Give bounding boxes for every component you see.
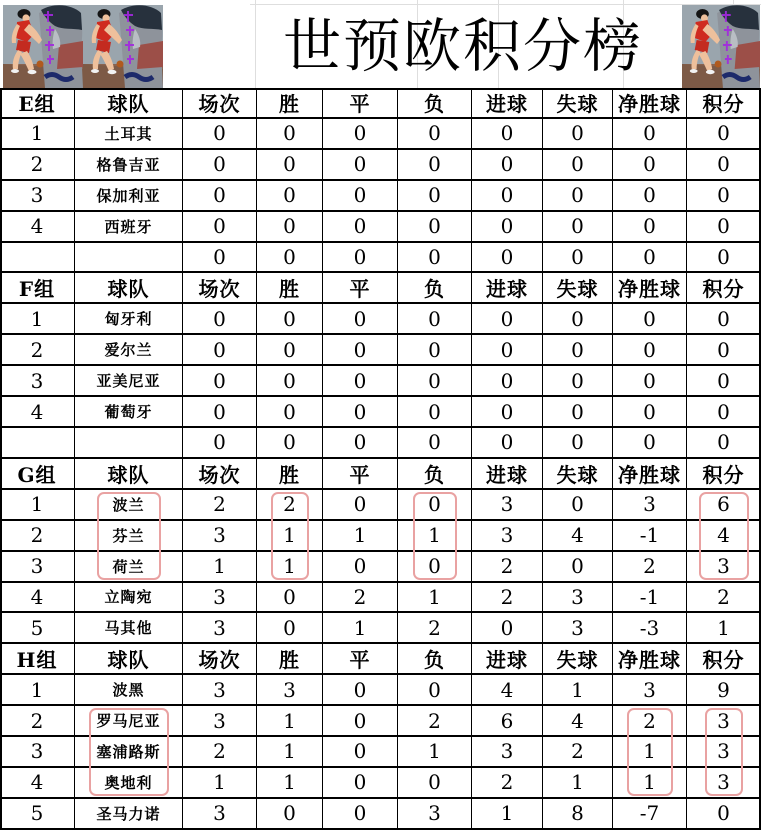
stat-cell: 0 <box>183 119 257 150</box>
column-header-cell: 平 <box>323 273 398 304</box>
stat-cell: 2 <box>543 737 613 768</box>
column-header-cell: 场次 <box>183 273 257 304</box>
stat-cell: 0 <box>257 119 323 150</box>
column-header-cell: 失球 <box>543 459 613 490</box>
stat-cell: 0 <box>543 397 613 428</box>
stat-cell: 0 <box>398 212 472 243</box>
column-header-cell: 失球 <box>543 273 613 304</box>
stat-cell: 1 <box>257 521 323 552</box>
stat-cell: 0 <box>183 150 257 181</box>
stat-cell: 1 <box>257 706 323 737</box>
stat-cell: 4 <box>472 675 543 706</box>
stat-cell: 0 <box>257 428 323 459</box>
stat-cell: 0 <box>323 552 398 583</box>
stat-cell: 0 <box>398 490 472 521</box>
stat-cell: 0 <box>183 397 257 428</box>
slam-dunk-player-image <box>682 5 760 88</box>
stat-cell: 3 <box>183 675 257 706</box>
stat-cell: 0 <box>687 304 761 335</box>
stat-cell: 0 <box>183 366 257 397</box>
stat-cell: 1 <box>257 552 323 583</box>
slam-dunk-player-image <box>3 5 83 88</box>
column-header-cell: 胜 <box>257 644 323 675</box>
stat-cell: 0 <box>543 366 613 397</box>
stat-cell: 1 <box>257 737 323 768</box>
stat-cell: 3 <box>183 799 257 830</box>
stat-cell: 0 <box>613 335 687 366</box>
stat-cell: 3 <box>613 490 687 521</box>
team-name-cell: 圣马力诺 <box>75 799 183 830</box>
stat-cell: 0 <box>398 150 472 181</box>
rank-cell: 2 <box>0 150 75 181</box>
stat-cell: 0 <box>398 675 472 706</box>
column-header-cell: 球队 <box>75 459 183 490</box>
stat-cell: 0 <box>398 768 472 799</box>
team-name-cell: 奥地利 <box>75 768 183 799</box>
rank-cell <box>0 243 75 274</box>
stat-cell: 0 <box>687 212 761 243</box>
stat-cell: 0 <box>323 181 398 212</box>
column-header-cell: 积分 <box>687 88 761 119</box>
slam-dunk-player-icon <box>682 5 760 88</box>
stat-cell: 0 <box>323 490 398 521</box>
rank-cell: 3 <box>0 552 75 583</box>
column-header-cell: 场次 <box>183 88 257 119</box>
column-header-cell: 平 <box>323 88 398 119</box>
rank-cell: 3 <box>0 737 75 768</box>
stat-cell: 2 <box>613 706 687 737</box>
stat-cell: 0 <box>687 428 761 459</box>
stat-cell: 0 <box>543 243 613 274</box>
stat-cell: 3 <box>257 675 323 706</box>
stat-cell: -7 <box>613 799 687 830</box>
team-name-cell: 马其他 <box>75 613 183 644</box>
stat-cell: 0 <box>257 150 323 181</box>
rank-cell: 5 <box>0 799 75 830</box>
stat-cell: 1 <box>613 768 687 799</box>
column-header-cell: 进球 <box>472 88 543 119</box>
stat-cell: 0 <box>472 613 543 644</box>
stat-cell: 2 <box>183 490 257 521</box>
group-header-cell: F组 <box>0 273 75 304</box>
stat-cell: 2 <box>398 706 472 737</box>
column-header-cell: 失球 <box>543 644 613 675</box>
stat-cell: 0 <box>323 150 398 181</box>
slam-dunk-player-icon <box>83 5 163 88</box>
slam-dunk-player-image <box>83 5 163 88</box>
group-header-cell: G组 <box>0 459 75 490</box>
rank-cell: 4 <box>0 397 75 428</box>
stat-cell: 0 <box>323 366 398 397</box>
stat-cell: 0 <box>543 212 613 243</box>
stat-cell: 9 <box>687 675 761 706</box>
team-name-cell <box>75 243 183 274</box>
column-header-cell: 负 <box>398 459 472 490</box>
stat-cell: 0 <box>687 181 761 212</box>
column-header-cell: 负 <box>398 644 472 675</box>
stat-cell: 3 <box>398 799 472 830</box>
stat-cell: 0 <box>613 397 687 428</box>
rank-cell: 1 <box>0 304 75 335</box>
stat-cell: 0 <box>183 243 257 274</box>
stat-cell: 0 <box>543 304 613 335</box>
stat-cell: 0 <box>257 799 323 830</box>
stat-cell: 0 <box>472 366 543 397</box>
stat-cell: 4 <box>687 521 761 552</box>
stat-cell: 0 <box>472 397 543 428</box>
stat-cell: 0 <box>257 397 323 428</box>
stat-cell: 0 <box>323 119 398 150</box>
stat-cell: 0 <box>613 181 687 212</box>
stat-cell: 0 <box>398 335 472 366</box>
rank-cell: 3 <box>0 181 75 212</box>
stat-cell: 0 <box>398 366 472 397</box>
stat-cell: 0 <box>398 428 472 459</box>
stat-cell: 1 <box>472 799 543 830</box>
stat-cell: 0 <box>323 768 398 799</box>
team-name-cell: 土耳其 <box>75 119 183 150</box>
team-name-cell: 芬兰 <box>75 521 183 552</box>
stat-cell: 0 <box>613 366 687 397</box>
stat-cell: 0 <box>472 181 543 212</box>
stat-cell: 2 <box>613 552 687 583</box>
stat-cell: 0 <box>613 212 687 243</box>
stat-cell: 3 <box>183 706 257 737</box>
column-header-cell: 负 <box>398 88 472 119</box>
stat-cell: 0 <box>543 150 613 181</box>
stat-cell: 0 <box>613 428 687 459</box>
rank-cell: 5 <box>0 613 75 644</box>
stat-cell: 2 <box>472 583 543 614</box>
rank-cell: 1 <box>0 675 75 706</box>
team-name-cell: 爱尔兰 <box>75 335 183 366</box>
stat-cell: 2 <box>687 583 761 614</box>
stat-cell: 0 <box>257 613 323 644</box>
stat-cell: 0 <box>257 243 323 274</box>
column-header-cell: 进球 <box>472 644 543 675</box>
team-name-cell: 塞浦路斯 <box>75 737 183 768</box>
stat-cell: 1 <box>398 583 472 614</box>
stat-cell: 0 <box>687 119 761 150</box>
team-name-cell: 匈牙利 <box>75 304 183 335</box>
stat-cell: 0 <box>183 212 257 243</box>
page-title: 世预欧积分榜 <box>282 12 643 80</box>
rank-cell: 4 <box>0 583 75 614</box>
spreadsheet-gridline <box>255 0 256 88</box>
stat-cell: -3 <box>613 613 687 644</box>
stat-cell: 0 <box>323 675 398 706</box>
column-header-cell: 球队 <box>75 88 183 119</box>
column-header-cell: 胜 <box>257 459 323 490</box>
column-header-cell: 球队 <box>75 273 183 304</box>
stat-cell: 0 <box>323 799 398 830</box>
rank-cell: 4 <box>0 768 75 799</box>
stat-cell: 3 <box>687 706 761 737</box>
team-name-cell: 波兰 <box>75 490 183 521</box>
slam-dunk-player-icon <box>3 5 83 88</box>
stat-cell: 0 <box>472 212 543 243</box>
stat-cell: 0 <box>323 212 398 243</box>
rank-cell: 4 <box>0 212 75 243</box>
stat-cell: 0 <box>183 304 257 335</box>
stat-cell: 0 <box>687 397 761 428</box>
title-band <box>0 0 761 88</box>
column-header-cell: 场次 <box>183 644 257 675</box>
team-name-cell: 葡萄牙 <box>75 397 183 428</box>
stat-cell: 3 <box>613 675 687 706</box>
column-header-cell: 平 <box>323 459 398 490</box>
stat-cell: 3 <box>183 613 257 644</box>
stat-cell: 0 <box>257 212 323 243</box>
rank-cell: 1 <box>0 490 75 521</box>
column-header-cell: 进球 <box>472 459 543 490</box>
stat-cell: 0 <box>398 181 472 212</box>
stat-cell: 0 <box>687 243 761 274</box>
stat-cell: 0 <box>323 304 398 335</box>
column-header-cell: 球队 <box>75 644 183 675</box>
standings-table <box>0 88 761 830</box>
stat-cell: 0 <box>613 243 687 274</box>
stat-cell: 1 <box>257 768 323 799</box>
stat-cell: 0 <box>543 181 613 212</box>
stat-cell: 0 <box>687 366 761 397</box>
column-header-cell: 场次 <box>183 459 257 490</box>
stat-cell: 0 <box>613 119 687 150</box>
stat-cell: 0 <box>257 304 323 335</box>
stat-cell: 3 <box>687 768 761 799</box>
column-header-cell: 胜 <box>257 88 323 119</box>
stat-cell: 3 <box>543 613 613 644</box>
stat-cell: 3 <box>183 583 257 614</box>
stat-cell: 0 <box>543 490 613 521</box>
stat-cell: 1 <box>183 552 257 583</box>
stat-cell: 3 <box>687 552 761 583</box>
column-header-cell: 净胜球 <box>613 273 687 304</box>
rank-cell: 1 <box>0 119 75 150</box>
stat-cell: 1 <box>543 768 613 799</box>
stat-cell: 0 <box>398 243 472 274</box>
stat-cell: 2 <box>183 737 257 768</box>
team-name-cell: 罗马尼亚 <box>75 706 183 737</box>
column-header-cell: 失球 <box>543 88 613 119</box>
stat-cell: 0 <box>323 428 398 459</box>
group-header-cell: E组 <box>0 88 75 119</box>
rank-cell: 2 <box>0 335 75 366</box>
stat-cell: 1 <box>398 521 472 552</box>
stat-cell: 0 <box>543 119 613 150</box>
group-header-cell: H组 <box>0 644 75 675</box>
column-header-cell: 进球 <box>472 273 543 304</box>
stat-cell: 2 <box>323 583 398 614</box>
team-name-cell: 格鲁吉亚 <box>75 150 183 181</box>
stat-cell: 3 <box>472 521 543 552</box>
stat-cell: 0 <box>543 335 613 366</box>
stat-cell: 0 <box>472 428 543 459</box>
stat-cell: 0 <box>472 335 543 366</box>
column-header-cell: 积分 <box>687 273 761 304</box>
stat-cell: 0 <box>543 428 613 459</box>
stat-cell: 3 <box>687 737 761 768</box>
stat-cell: 0 <box>323 706 398 737</box>
stat-cell: 1 <box>183 768 257 799</box>
column-header-cell: 积分 <box>687 644 761 675</box>
stat-cell: 0 <box>472 304 543 335</box>
stat-cell: 1 <box>613 737 687 768</box>
team-name-cell: 波黑 <box>75 675 183 706</box>
stat-cell: 0 <box>398 119 472 150</box>
stat-cell: 0 <box>472 150 543 181</box>
stat-cell: 0 <box>183 428 257 459</box>
stat-cell: 0 <box>257 366 323 397</box>
stat-cell: 6 <box>472 706 543 737</box>
stat-cell: 0 <box>613 150 687 181</box>
team-name-cell: 荷兰 <box>75 552 183 583</box>
stat-cell: 1 <box>323 613 398 644</box>
stat-cell: 0 <box>323 243 398 274</box>
stat-cell: 0 <box>613 304 687 335</box>
column-header-cell: 胜 <box>257 273 323 304</box>
stat-cell: 0 <box>323 335 398 366</box>
team-name-cell: 西班牙 <box>75 212 183 243</box>
column-header-cell: 负 <box>398 273 472 304</box>
stat-cell: 0 <box>398 397 472 428</box>
team-name-cell: 保加利亚 <box>75 181 183 212</box>
stat-cell: 4 <box>543 706 613 737</box>
stat-cell: 4 <box>543 521 613 552</box>
column-header-cell: 平 <box>323 644 398 675</box>
column-header-cell: 净胜球 <box>613 88 687 119</box>
stat-cell: 0 <box>183 335 257 366</box>
stat-cell: -1 <box>613 521 687 552</box>
rank-cell: 2 <box>0 706 75 737</box>
stat-cell: 0 <box>257 583 323 614</box>
stat-cell: 1 <box>398 737 472 768</box>
stat-cell: 1 <box>543 675 613 706</box>
stat-cell: 3 <box>183 521 257 552</box>
stat-cell: 0 <box>543 552 613 583</box>
stat-cell: 8 <box>543 799 613 830</box>
stat-cell: 2 <box>472 552 543 583</box>
column-header-cell: 积分 <box>687 459 761 490</box>
stat-cell: 1 <box>323 521 398 552</box>
stat-cell: 3 <box>472 490 543 521</box>
stat-cell: 0 <box>472 243 543 274</box>
stat-cell: 2 <box>472 768 543 799</box>
team-name-cell: 立陶宛 <box>75 583 183 614</box>
stat-cell: 1 <box>687 613 761 644</box>
stat-cell: 0 <box>257 181 323 212</box>
stat-cell: 2 <box>398 613 472 644</box>
stat-cell: 6 <box>687 490 761 521</box>
column-header-cell: 净胜球 <box>613 644 687 675</box>
stat-cell: 0 <box>323 737 398 768</box>
team-name-cell: 亚美尼亚 <box>75 366 183 397</box>
stat-cell: 0 <box>687 335 761 366</box>
stat-cell: 0 <box>257 335 323 366</box>
stat-cell: 0 <box>472 119 543 150</box>
stat-cell: 3 <box>543 583 613 614</box>
stat-cell: 0 <box>398 304 472 335</box>
stat-cell: 0 <box>323 397 398 428</box>
stat-cell: 0 <box>398 552 472 583</box>
column-header-cell: 净胜球 <box>613 459 687 490</box>
rank-cell: 3 <box>0 366 75 397</box>
stat-cell: 0 <box>687 150 761 181</box>
stat-cell: 3 <box>472 737 543 768</box>
rank-cell: 2 <box>0 521 75 552</box>
rank-cell <box>0 428 75 459</box>
stat-cell: 0 <box>687 799 761 830</box>
stat-cell: 2 <box>257 490 323 521</box>
team-name-cell <box>75 428 183 459</box>
stat-cell: -1 <box>613 583 687 614</box>
stat-cell: 0 <box>183 181 257 212</box>
